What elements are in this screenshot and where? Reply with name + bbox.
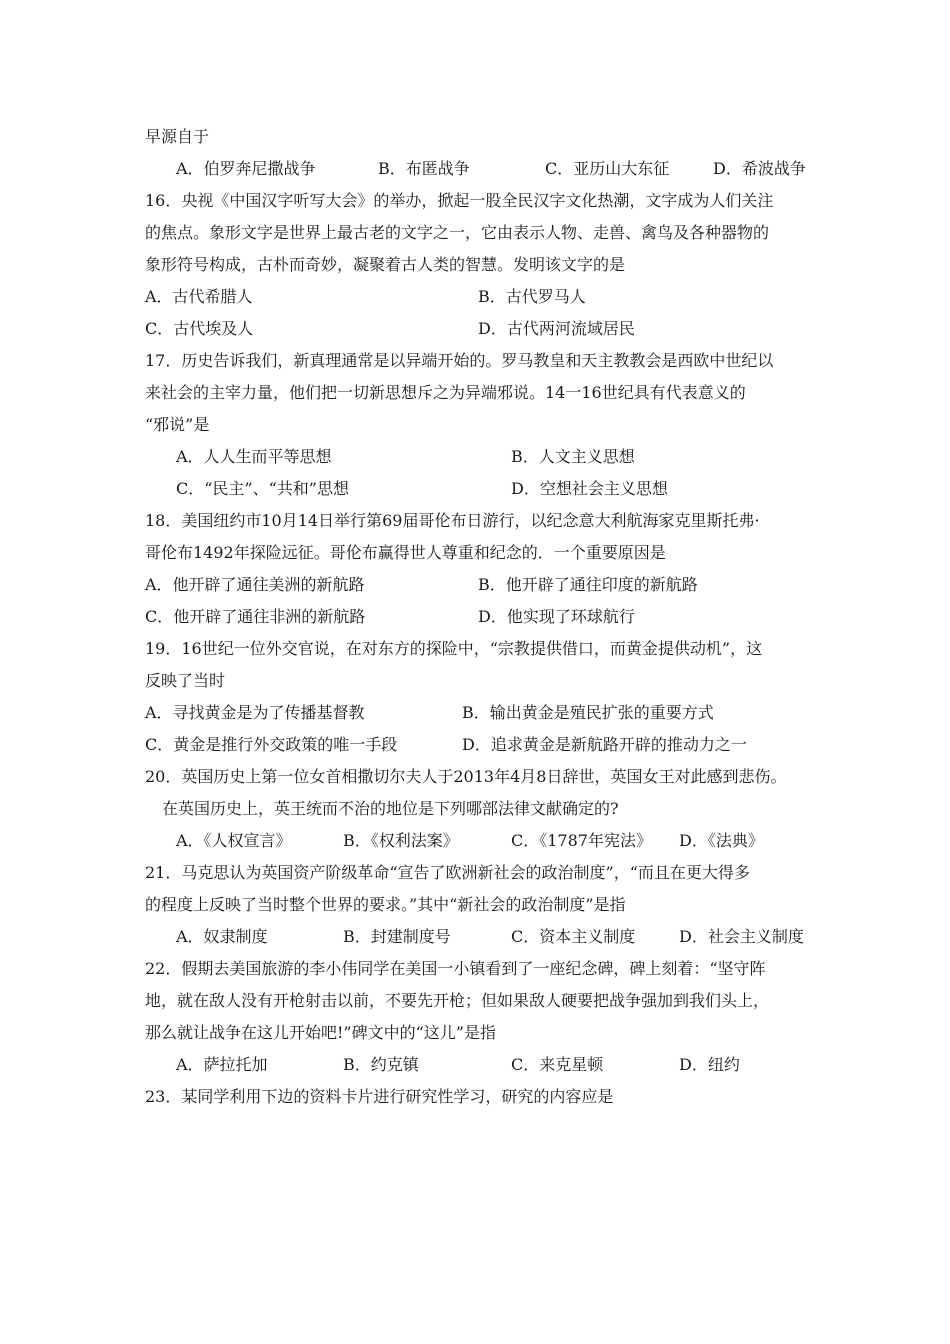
q22-option-d: D．纽约 (679, 1055, 740, 1074)
q16-stem-line-2: 的焦点。象形文字是世界上最古老的文字之一，它由表示人物、走兽、禽鸟及各种器物的 (145, 223, 770, 242)
q17-option-d: D．空想社会主义思想 (511, 479, 668, 498)
q20-option-a: A．《人权宣言》 (176, 831, 292, 850)
q17-stem-line-1: 17．历史告诉我们，新真理通常是以异端开始的。罗马教皇和天主教教会是西欧中世纪以 (145, 351, 774, 370)
q22-option-b: B．约克镇 (343, 1055, 419, 1074)
q21-stem-line-1: 21．马克思认为英国资产阶级革命“宣告了欧洲新社会的政治制度”，“而且在更大得多 (145, 863, 750, 882)
q17-option-a: A．人人生而平等思想 (176, 447, 332, 466)
q22-option-a: A．萨拉托加 (176, 1055, 268, 1074)
q19-option-b: B．输出黄金是殖民扩张的重要方式 (462, 703, 714, 722)
q18-option-a: A．他开辟了通往美洲的新航路 (145, 575, 365, 594)
q21-stem-line-2: 的程度上反映了当时整个世界的要求。”其中“新社会的政治制度”是指 (145, 895, 626, 914)
q17-stem-line-3: “邪说”是 (145, 415, 210, 434)
q16-stem-line-3: 象形符号构成，古朴而奇妙，凝聚着古人类的智慧。发明该文字的是 (145, 255, 626, 274)
q19-stem-line-2: 反映了当时 (145, 671, 226, 690)
q18-option-b: B．他开辟了通往印度的新航路 (478, 575, 698, 594)
q15-option-d: D．希波战争 (713, 159, 806, 178)
q20-option-c: C．《1787年宪法》 (511, 831, 652, 850)
q15-option-b: B．布匿战争 (378, 159, 470, 178)
q22-stem-line-3: 那么就让战争在这儿开始吧!”碑文中的“这儿”是指 (145, 1023, 496, 1042)
q18-stem-line-2: 哥伦布1492年探险远征。哥伦布赢得世人尊重和纪念的．一个重要原因是 (145, 543, 666, 562)
q18-stem-line-1: 18．美国纽约市10月14日举行第69届哥伦布日游行，以纪念意大利航海家克里斯托弗· (145, 511, 760, 530)
q17-stem-line-2: 来社会的主宰力量，他们把一切新思想斥之为异端邪说。14一16世纪具有代表意义的 (145, 383, 746, 402)
q15-stem-tail: 早源自于 (145, 127, 210, 146)
q15-option-a: A．伯罗奔尼撒战争 (176, 159, 316, 178)
q16-option-c: C．古代埃及人 (145, 319, 254, 338)
q19-stem-line-1: 19．16世纪一位外交官说，在对东方的探险中，“宗教提供借口，而黄金提供动机”，这 (145, 639, 763, 658)
q16-stem-line-1: 16．央视《中国汉字听写大会》的举办，掀起一股全民汉字文化热潮，文字成为人们关注 (145, 191, 774, 210)
q17-option-b: B．人文主义思想 (511, 447, 635, 466)
q20-option-b: B．《权利法案》 (343, 831, 459, 850)
q20-option-d: D．《法典》 (679, 831, 764, 850)
q15-option-c: C．亚历山大东征 (545, 159, 670, 178)
q20-stem-line-2: 在英国历史上，英王统而不治的地位是下列哪部法律文献确定的? (162, 799, 619, 818)
q21-option-a: A．奴隶制度 (176, 927, 268, 946)
q21-option-c: C．资本主义制度 (511, 927, 636, 946)
q20-stem-line-1: 20．英国历史上第一位女首相撒切尔夫人于2013年4月8日辞世，英国女王对此感到悲伤。 (145, 767, 787, 786)
q19-option-d: D．追求黄金是新航路开辟的推动力之一 (462, 735, 747, 754)
q16-option-b: B．古代罗马人 (478, 287, 586, 306)
q18-option-c: C．他开辟了通往非洲的新航路 (145, 607, 366, 626)
q19-option-a: A．寻找黄金是为了传播基督教 (145, 703, 365, 722)
q17-option-c: C．“民主”、“共和”思想 (176, 479, 349, 498)
q23-stem-line-1: 23．某同学利用下边的资料卡片进行研究性学习，研究的内容应是 (145, 1087, 614, 1106)
q19-option-c: C．黄金是推行外交政策的唯一手段 (145, 735, 398, 754)
q21-option-d: D．社会主义制度 (679, 927, 804, 946)
q22-stem-line-1: 22．假期去美国旅游的李小伟同学在美国一小镇看到了一座纪念碑，碑上刻着：“坚守阵 (145, 959, 766, 978)
q21-option-b: B．封建制度号 (343, 927, 451, 946)
q16-option-d: D．古代两河流域居民 (478, 319, 635, 338)
q22-option-c: C．来克星顿 (511, 1055, 604, 1074)
q22-stem-line-2: 地，就在敌人没有开枪射击以前，不要先开枪；但如果敌人硬要把战争强加到我们头上， (145, 991, 770, 1010)
q16-option-a: A．古代希腊人 (145, 287, 253, 306)
q18-option-d: D．他实现了环球航行 (478, 607, 635, 626)
